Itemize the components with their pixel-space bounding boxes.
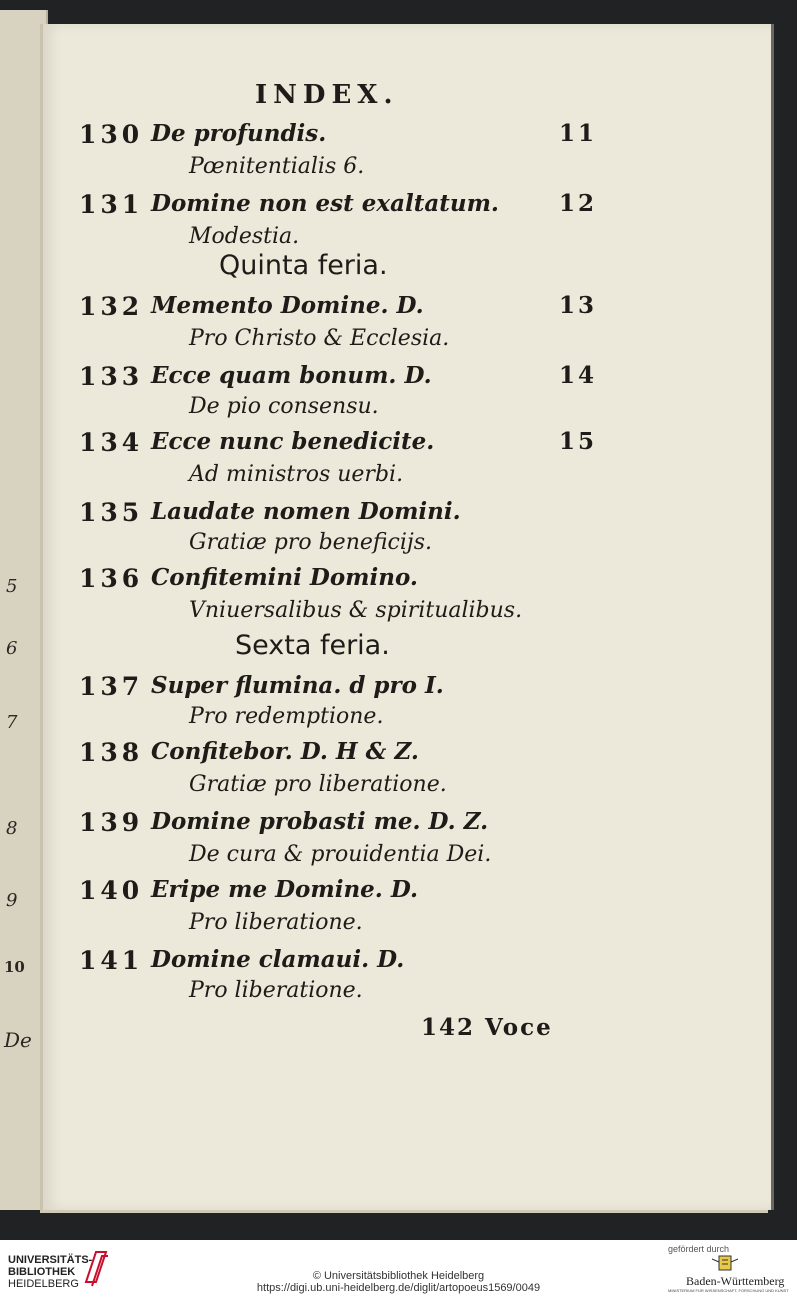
psalm-title: Confitemini Domino.	[151, 564, 418, 591]
psalm-title: Eripe me Domine. D.	[151, 876, 418, 903]
library-name-line2: BIBLIOTHEK	[8, 1266, 76, 1278]
psalm-title: Domine non est exaltatum.	[151, 190, 499, 217]
index-subentry	[43, 842, 771, 874]
margin-number: 8	[6, 818, 18, 839]
psalm-title: Domine clamaui. D.	[151, 946, 405, 973]
page-title: INDEX.	[255, 80, 399, 110]
subject: Pro liberatione.	[189, 910, 363, 935]
index-entry	[43, 292, 771, 324]
subject: Gratiæ pro beneficijs.	[189, 530, 433, 555]
margin-number: 6	[6, 638, 18, 659]
psalm-title: Laudate nomen Domini.	[151, 498, 461, 525]
psalm-number: 137	[79, 672, 144, 701]
psalm-number: 132	[79, 292, 144, 321]
psalm-number: 138	[79, 738, 144, 767]
psalm-number: 135	[79, 498, 144, 527]
index-entry	[43, 672, 771, 704]
psalm-number: 131	[79, 190, 144, 219]
subject: Pro liberatione.	[189, 978, 363, 1003]
library-name-line1: UNIVERSITÄTS-	[8, 1254, 93, 1266]
sponsor-label: gefördert durch	[668, 1244, 730, 1254]
subject: De pio consensu.	[189, 394, 379, 419]
index-entry	[43, 190, 771, 222]
index-entry	[43, 498, 771, 530]
book-page	[40, 24, 771, 1210]
index-subentry	[43, 978, 771, 1010]
index-subentry	[43, 224, 771, 256]
index-entry	[43, 808, 771, 840]
index-subentry	[43, 704, 771, 736]
index-entry	[43, 876, 771, 908]
psalm-title: Super flumina. d pro I.	[151, 672, 444, 699]
index-entry	[43, 738, 771, 770]
section-heading: Sexta feria.	[235, 630, 390, 661]
psalm-number: 130	[79, 120, 144, 149]
index-subentry	[43, 530, 771, 562]
index-entry	[43, 362, 771, 394]
psalm-number: 140	[79, 876, 144, 905]
sponsor-subtitle: MINISTERIUM FÜR WISSENSCHAFT, FORSCHUNG UND KUNST	[668, 1288, 789, 1293]
psalm-number: 133	[79, 362, 144, 391]
subject: Modestia.	[189, 224, 300, 249]
copyright-text: © Universitätsbibliothek Heidelberg	[312, 1270, 485, 1282]
index-entry	[43, 946, 771, 978]
crest-icon	[710, 1253, 740, 1273]
index-subentry	[43, 326, 771, 358]
index-subentry	[43, 462, 771, 494]
footer-bar	[0, 1240, 797, 1298]
library-name-line3: HEIDELBERG	[8, 1278, 79, 1290]
page-ref: 14	[559, 362, 598, 389]
page-ref: 12	[559, 190, 598, 217]
page-ref: 15	[559, 428, 598, 455]
subject: Vniuersalibus & spiritualibus.	[189, 598, 523, 623]
subject: De cura & prouidentia Dei.	[189, 842, 492, 867]
sponsor-name: Baden-Württemberg	[686, 1274, 785, 1288]
subject: Pro redemptione.	[189, 704, 384, 729]
index-entry	[43, 428, 771, 460]
psalm-title: Ecce quam bonum. D.	[151, 362, 432, 389]
margin-number: 9	[6, 890, 18, 911]
index-entry	[43, 564, 771, 596]
index-subentry	[43, 598, 771, 630]
subject: Pœnitentialis 6.	[189, 154, 365, 179]
subject: Ad ministros uerbi.	[189, 462, 404, 487]
margin-number: 7	[6, 712, 18, 733]
page-ref: 11	[559, 120, 598, 147]
psalm-number: 139	[79, 808, 144, 837]
margin-number: 10	[4, 958, 25, 976]
psalm-number: 141	[79, 946, 144, 975]
margin-catchword: De	[4, 1028, 32, 1052]
psalm-title: De profundis.	[151, 120, 327, 147]
psalm-title: Confitebor. D. H & Z.	[151, 738, 419, 765]
index-subentry	[43, 394, 771, 426]
psalm-title: Ecce nunc benedicite.	[151, 428, 435, 455]
margin-number: 5	[6, 576, 18, 597]
index-entry	[43, 120, 771, 152]
catchword: 142 Voce	[421, 1014, 553, 1041]
permalink[interactable]: https://digi.ub.uni-heidelberg.de/diglit/artopoeus1569/0049	[256, 1282, 541, 1294]
section-heading: Quinta feria.	[219, 250, 388, 281]
psalm-number: 134	[79, 428, 144, 457]
index-subentry	[43, 772, 771, 804]
subject: Pro Christo & Ecclesia.	[189, 326, 450, 351]
subject: Gratiæ pro liberatione.	[189, 772, 447, 797]
psalm-title: Memento Domine. D.	[151, 292, 424, 319]
psalm-number: 136	[79, 564, 144, 593]
psalm-title: Domine probasti me. D. Z.	[151, 808, 489, 835]
index-subentry	[43, 154, 771, 186]
index-subentry	[43, 910, 771, 942]
page-ref: 13	[559, 292, 598, 319]
